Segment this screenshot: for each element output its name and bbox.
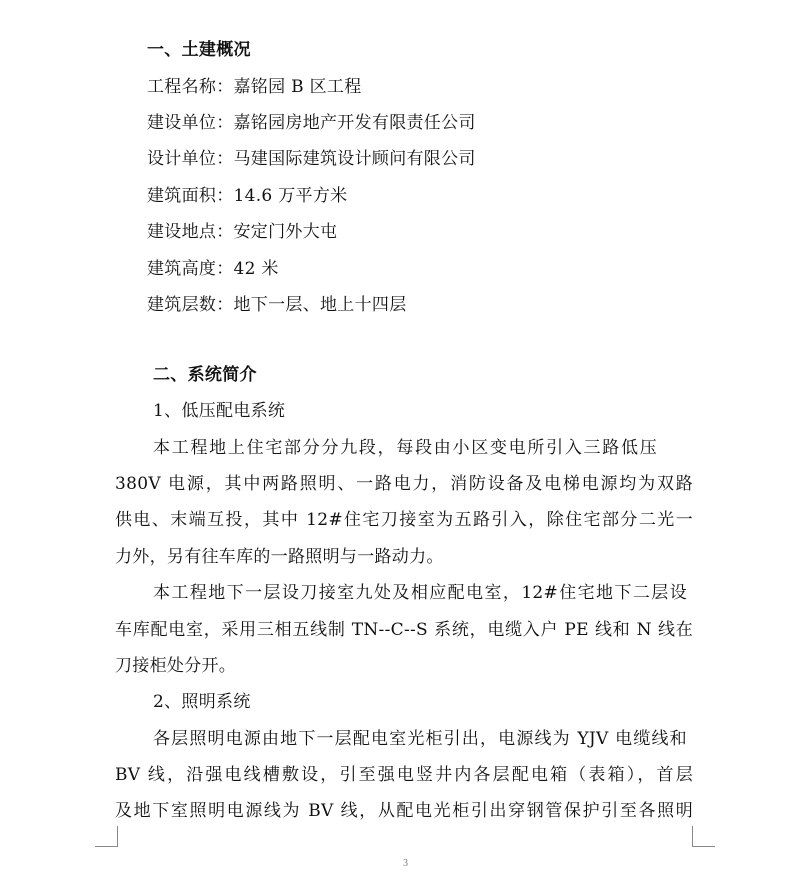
designer-line: 设计单位：马建国际建筑设计顾问有限公司: [147, 149, 476, 169]
section1-heading: 一、土建概况: [147, 40, 251, 60]
paragraph-line: 本工程地下一层设刀接室九处及相应配电室，12#住宅地下二层设: [153, 583, 687, 603]
location-line: 建设地点：安定门外大屯: [147, 222, 338, 242]
paragraph-line: 刀接柜处分开。: [115, 656, 237, 676]
section2-heading: 二、系统简介: [153, 365, 257, 385]
paragraph-line: 380V 电源，其中两路照明、一路电力，消防设备及电梯电源均为双路: [115, 474, 693, 494]
paragraph-line: 供电、末端互投，其中 12#住宅刀接室为五路引入，除住宅部分二光一: [115, 510, 693, 530]
building-floors-line: 建筑层数：地下一层、地上十四层: [147, 295, 407, 315]
paragraph-line: 及地下室照明电源线为 BV 线，从配电光柜引出穿钢管保护引至各照明: [115, 801, 693, 821]
subsection-lighting-title: 2、照明系统: [153, 692, 251, 712]
paragraph-line: 各层照明电源由地下一层配电室光柜引出，电源线为 YJV 电缆线和: [153, 729, 687, 749]
margin-corner-right: [692, 826, 715, 847]
paragraph-line: 本工程地上住宅部分分九段，每段由小区变电所引入三路低压: [153, 438, 657, 458]
project-name-line: 工程名称：嘉铭园 B 区工程: [147, 77, 362, 97]
builder-line: 建设单位：嘉铭园房地产开发有限责任公司: [147, 113, 476, 133]
page-number: 3: [403, 858, 408, 869]
building-height-line: 建筑高度：42 米: [147, 259, 279, 279]
subsection-low-voltage-title: 1、低压配电系统: [153, 401, 286, 421]
paragraph-line: 车库配电室，采用三相五线制 TN--C--S 系统，电缆入户 PE 线和 N 线在: [115, 620, 693, 640]
paragraph-line: BV 线，沿强电线槽敷设，引至强电竖井内各层配电箱（表箱），首层: [115, 765, 693, 785]
paragraph-line: 力外，另有往车库的一路照明与一路动力。: [115, 547, 444, 567]
building-area-line: 建筑面积：14.6 万平方米: [147, 186, 348, 206]
margin-corner-left: [95, 826, 118, 847]
